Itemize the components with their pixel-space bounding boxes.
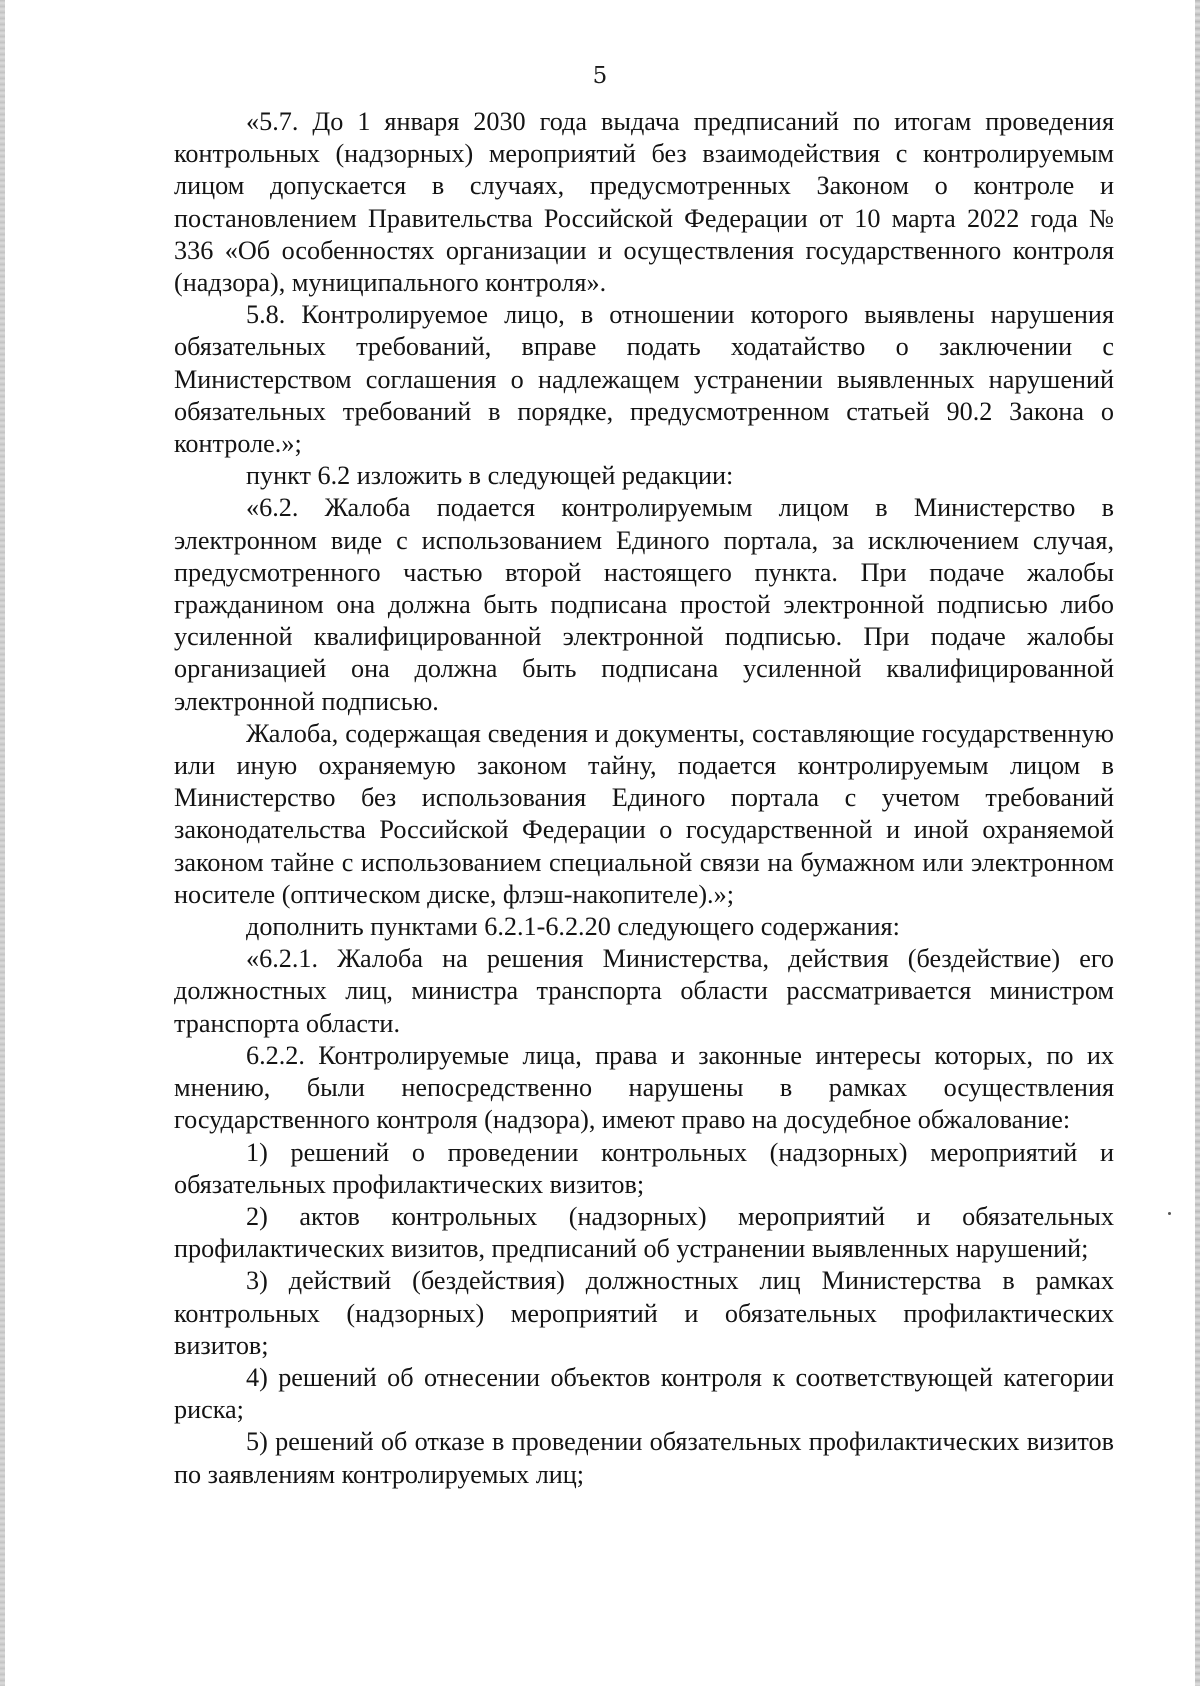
- paragraph-5-8: 5.8. Контролируемое лицо, в отношении которого выявлены нарушения обязательных требований, вправе подать ходатайство о заключении с Министерством соглашения о надлежащем устранении выявленных нарушений обязательных требований в порядке, предусмотренном статьей 90.2 Закона о контроле.»;: [174, 300, 1114, 459]
- list-item-3: 3) действий (бездействия) должностных лиц Министерства в рамках контрольных (надзорных) мероприятий и обязательных профилактических визитов;: [174, 1266, 1114, 1360]
- paragraph-6-2-1: «6.2.1. Жалоба на решения Министерства, действия (бездействие) его должностных лиц, министра транспорта области рассматривается министром транспорта области.: [174, 944, 1114, 1038]
- paragraph-5-7: «5.7. До 1 января 2030 года выдача предписаний по итогам проведения контрольных (надзорных) мероприятий без взаимодействия с контролируемым лицом допускается в случаях, предусмотренных Законом о контроле и постановлением Правительства Российской Федерации от 10 марта 2022 года № 336 «Об особенностях организации и осуществления государственного контроля (надзора), муниципального контроля».: [174, 107, 1114, 298]
- paragraph-6-2: «6.2. Жалоба подается контролируемым лицом в Министерство в электронном виде с использованием Единого портала, за исключением случая, предусмотренного частью второй настоящего пункта. При подаче жалобы гражданином она должна быть подписана простой электронной подписью либо усиленной квалифицированной электронной подписью. При подаче жалобы организацией она должна быть подписана усиленной квалифицированной электронной подписью.: [174, 493, 1114, 716]
- paragraph-amend-6-2: пункт 6.2 изложить в следующей редакции:: [246, 461, 734, 491]
- scan-speck: [1168, 1212, 1171, 1215]
- page-number: 5: [592, 63, 608, 89]
- paragraph-6-2-part-2: Жалоба, содержащая сведения и документы, составляющие государственную или иную охраняемую законом тайну, подается контролируемым лицом в Министерство без использования Единого портала с учетом требований законодательства Российской Федерации о государственной и иной охраняемой законом тайне с использованием специальной связи на бумажном или электронном носителе (оптическом диске, флэш-накопителе).»;: [174, 718, 1114, 909]
- list-item-5: 5) решений об отказе в проведении обязательных профилактических визитов по заявлениям контролируемых лиц;: [174, 1427, 1114, 1489]
- paragraph-6-2-2: 6.2.2. Контролируемые лица, права и законные интересы которых, по их мнению, были непосредственно нарушены в рамках осуществления государственного контроля (надзора), имеют право на досудебное обжалование:: [174, 1040, 1114, 1135]
- scan-edge-left: [0, 0, 5, 1686]
- list-item-1: 1) решений о проведении контрольных (надзорных) мероприятий и обязательных профилактических визитов;: [174, 1137, 1114, 1199]
- list-item-2: 2) актов контрольных (надзорных) мероприятий и обязательных профилактических визитов, предписаний об устранении выявленных нарушений;: [174, 1201, 1114, 1264]
- paragraph-amend-6-2-1: дополнить пунктами 6.2.1-6.2.20 следующего содержания:: [246, 912, 900, 942]
- document-body: [174, 106, 1114, 1491]
- scan-edge-right: [1195, 0, 1200, 1686]
- list-item-4: 4) решений об отнесении объектов контроля к соответствующей категории риска;: [174, 1362, 1114, 1425]
